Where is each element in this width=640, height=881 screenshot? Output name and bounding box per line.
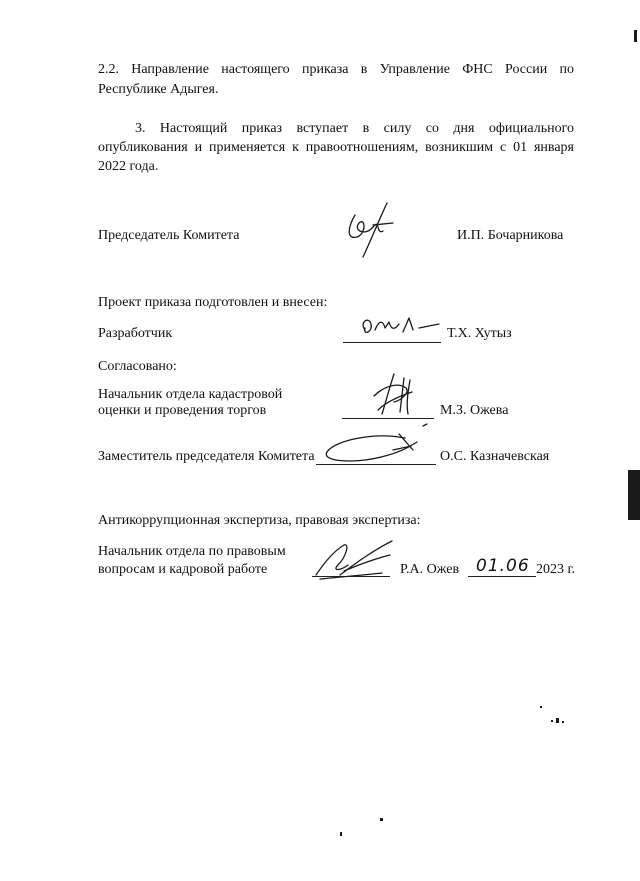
- expertise-signature: [310, 535, 405, 585]
- date-year: 2023 г.: [536, 562, 576, 577]
- handwritten-date: 01.06: [476, 556, 530, 576]
- paragraph-3-line3: 2022 года.: [98, 159, 159, 174]
- deputy-role: Заместитель председателя Комитета: [98, 449, 315, 464]
- paragraph-3-line2: опубликования и применяется к правоотношениям, возникшим с 01 января: [98, 140, 574, 155]
- scan-edge-mark: [628, 470, 640, 520]
- cadastral-role-line1: Начальник отдела кадастровой: [98, 387, 283, 402]
- cadastral-signature: [360, 366, 430, 421]
- agreed-heading: Согласовано:: [98, 359, 177, 374]
- cadastral-name: М.З. Ожева: [440, 403, 509, 418]
- chairman-name: И.П. Бочарникова: [457, 228, 564, 243]
- expertise-role-line1: Начальник отдела по правовым: [98, 544, 286, 559]
- scan-dot: [556, 718, 559, 723]
- scan-dot: [562, 721, 564, 723]
- developer-name: Т.Х. Хутыз: [447, 326, 512, 341]
- chairman-title: Председатель Комитета: [98, 228, 240, 243]
- cadastral-role-line2: оценки и проведения торгов: [98, 403, 267, 418]
- paragraph-2-2-line1: 2.2. Направление настоящего приказа в Управление ФНС России по: [98, 62, 574, 77]
- chairman-signature: [335, 195, 405, 265]
- developer-signature: [355, 312, 450, 342]
- deputy-signature: [315, 420, 435, 470]
- prepared-heading: Проект приказа подготовлен и внесен:: [98, 295, 328, 310]
- date-underline: [468, 576, 536, 577]
- expertise-heading: Антикоррупционная экспертиза, правовая экспертиза:: [98, 513, 421, 528]
- scan-corner-mark: [634, 30, 637, 42]
- paragraph-3-line1: 3. Настоящий приказ вступает в силу со дня официального: [135, 121, 574, 136]
- expertise-role-line2: вопросам и кадровой работе: [98, 562, 268, 577]
- scan-dot: [340, 832, 342, 836]
- scan-dot: [540, 706, 542, 708]
- deputy-name: О.С. Казначевская: [440, 449, 550, 464]
- developer-role: Разработчик: [98, 326, 173, 341]
- scan-dot: [551, 720, 553, 722]
- paragraph-2-2-line2: Республике Адыгея.: [98, 82, 219, 97]
- developer-signature-line: [343, 342, 441, 343]
- expertise-name: Р.А. Ожев: [400, 562, 460, 577]
- scan-dot: [380, 818, 383, 821]
